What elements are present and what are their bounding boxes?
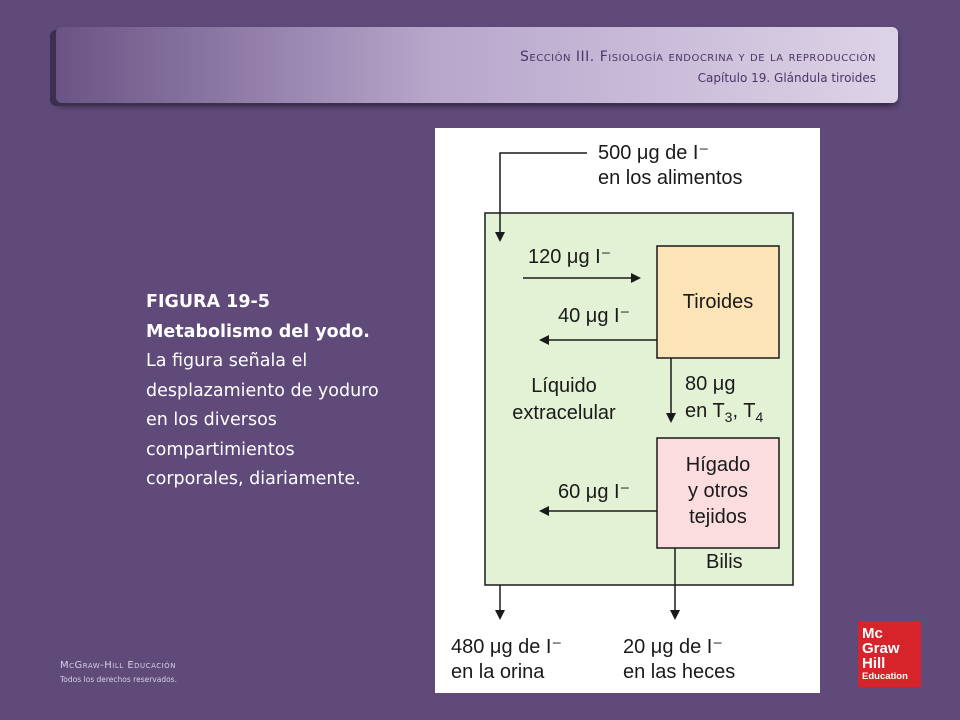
logo-line-2: Graw: [862, 640, 900, 657]
intake-label-2: en los alimentos: [598, 167, 743, 189]
to-thyroid-label: 120 μg I⁻: [528, 246, 612, 268]
figure-description: La figura señala el desplazamiento de yoduro en los diversos compartimientos corporales, diariamente.: [146, 351, 379, 489]
hormone-label-1: 80 μg: [685, 373, 736, 395]
urine-label-2: en la orina: [451, 661, 545, 683]
logo-line-1: Mc: [862, 625, 883, 642]
liver-label-3: tejidos: [689, 506, 747, 528]
figure-title: Metabolismo del yodo.: [146, 321, 370, 342]
thyroid-label: Tiroides: [682, 291, 754, 313]
section-title: Sección III. Fisiología endocrina y de la reproducción: [520, 49, 876, 65]
liver-label-2: y otros: [687, 480, 749, 502]
from-thyroid-label: 40 μg I⁻: [558, 305, 631, 327]
figure-label: FIGURA 19-5: [146, 292, 270, 312]
logo-line-4: Education: [862, 671, 908, 682]
ecf-label-2: extracelular: [512, 402, 616, 424]
from-liver-label: 60 μg I⁻: [558, 481, 631, 503]
ecf-label-1: Líquido: [531, 375, 597, 397]
mcgraw-hill-logo: [858, 621, 921, 687]
chapter-title: Capítulo 19. Glándula tiroides: [697, 71, 876, 85]
feces-label-2: en las heces: [623, 661, 736, 683]
liver-label-1: Hígado: [685, 454, 751, 476]
logo-line-3: Hill: [862, 655, 886, 672]
publisher-name: McGraw-Hill Educación: [60, 660, 176, 671]
urine-label-1: 480 μg de I⁻: [451, 636, 563, 658]
rights-notice: Todos los derechos reservados.: [60, 675, 177, 684]
figure-caption: [146, 288, 386, 495]
header-banner: [56, 27, 898, 103]
bile-label: Bilis: [706, 551, 743, 573]
feces-label-1: 20 μg de I⁻: [623, 636, 723, 658]
intake-label-1: 500 μg de I⁻: [598, 142, 710, 164]
iodine-metabolism-diagram: [435, 128, 820, 693]
hormone-label-2: en $T_3$, $T_4$: [685, 400, 764, 425]
